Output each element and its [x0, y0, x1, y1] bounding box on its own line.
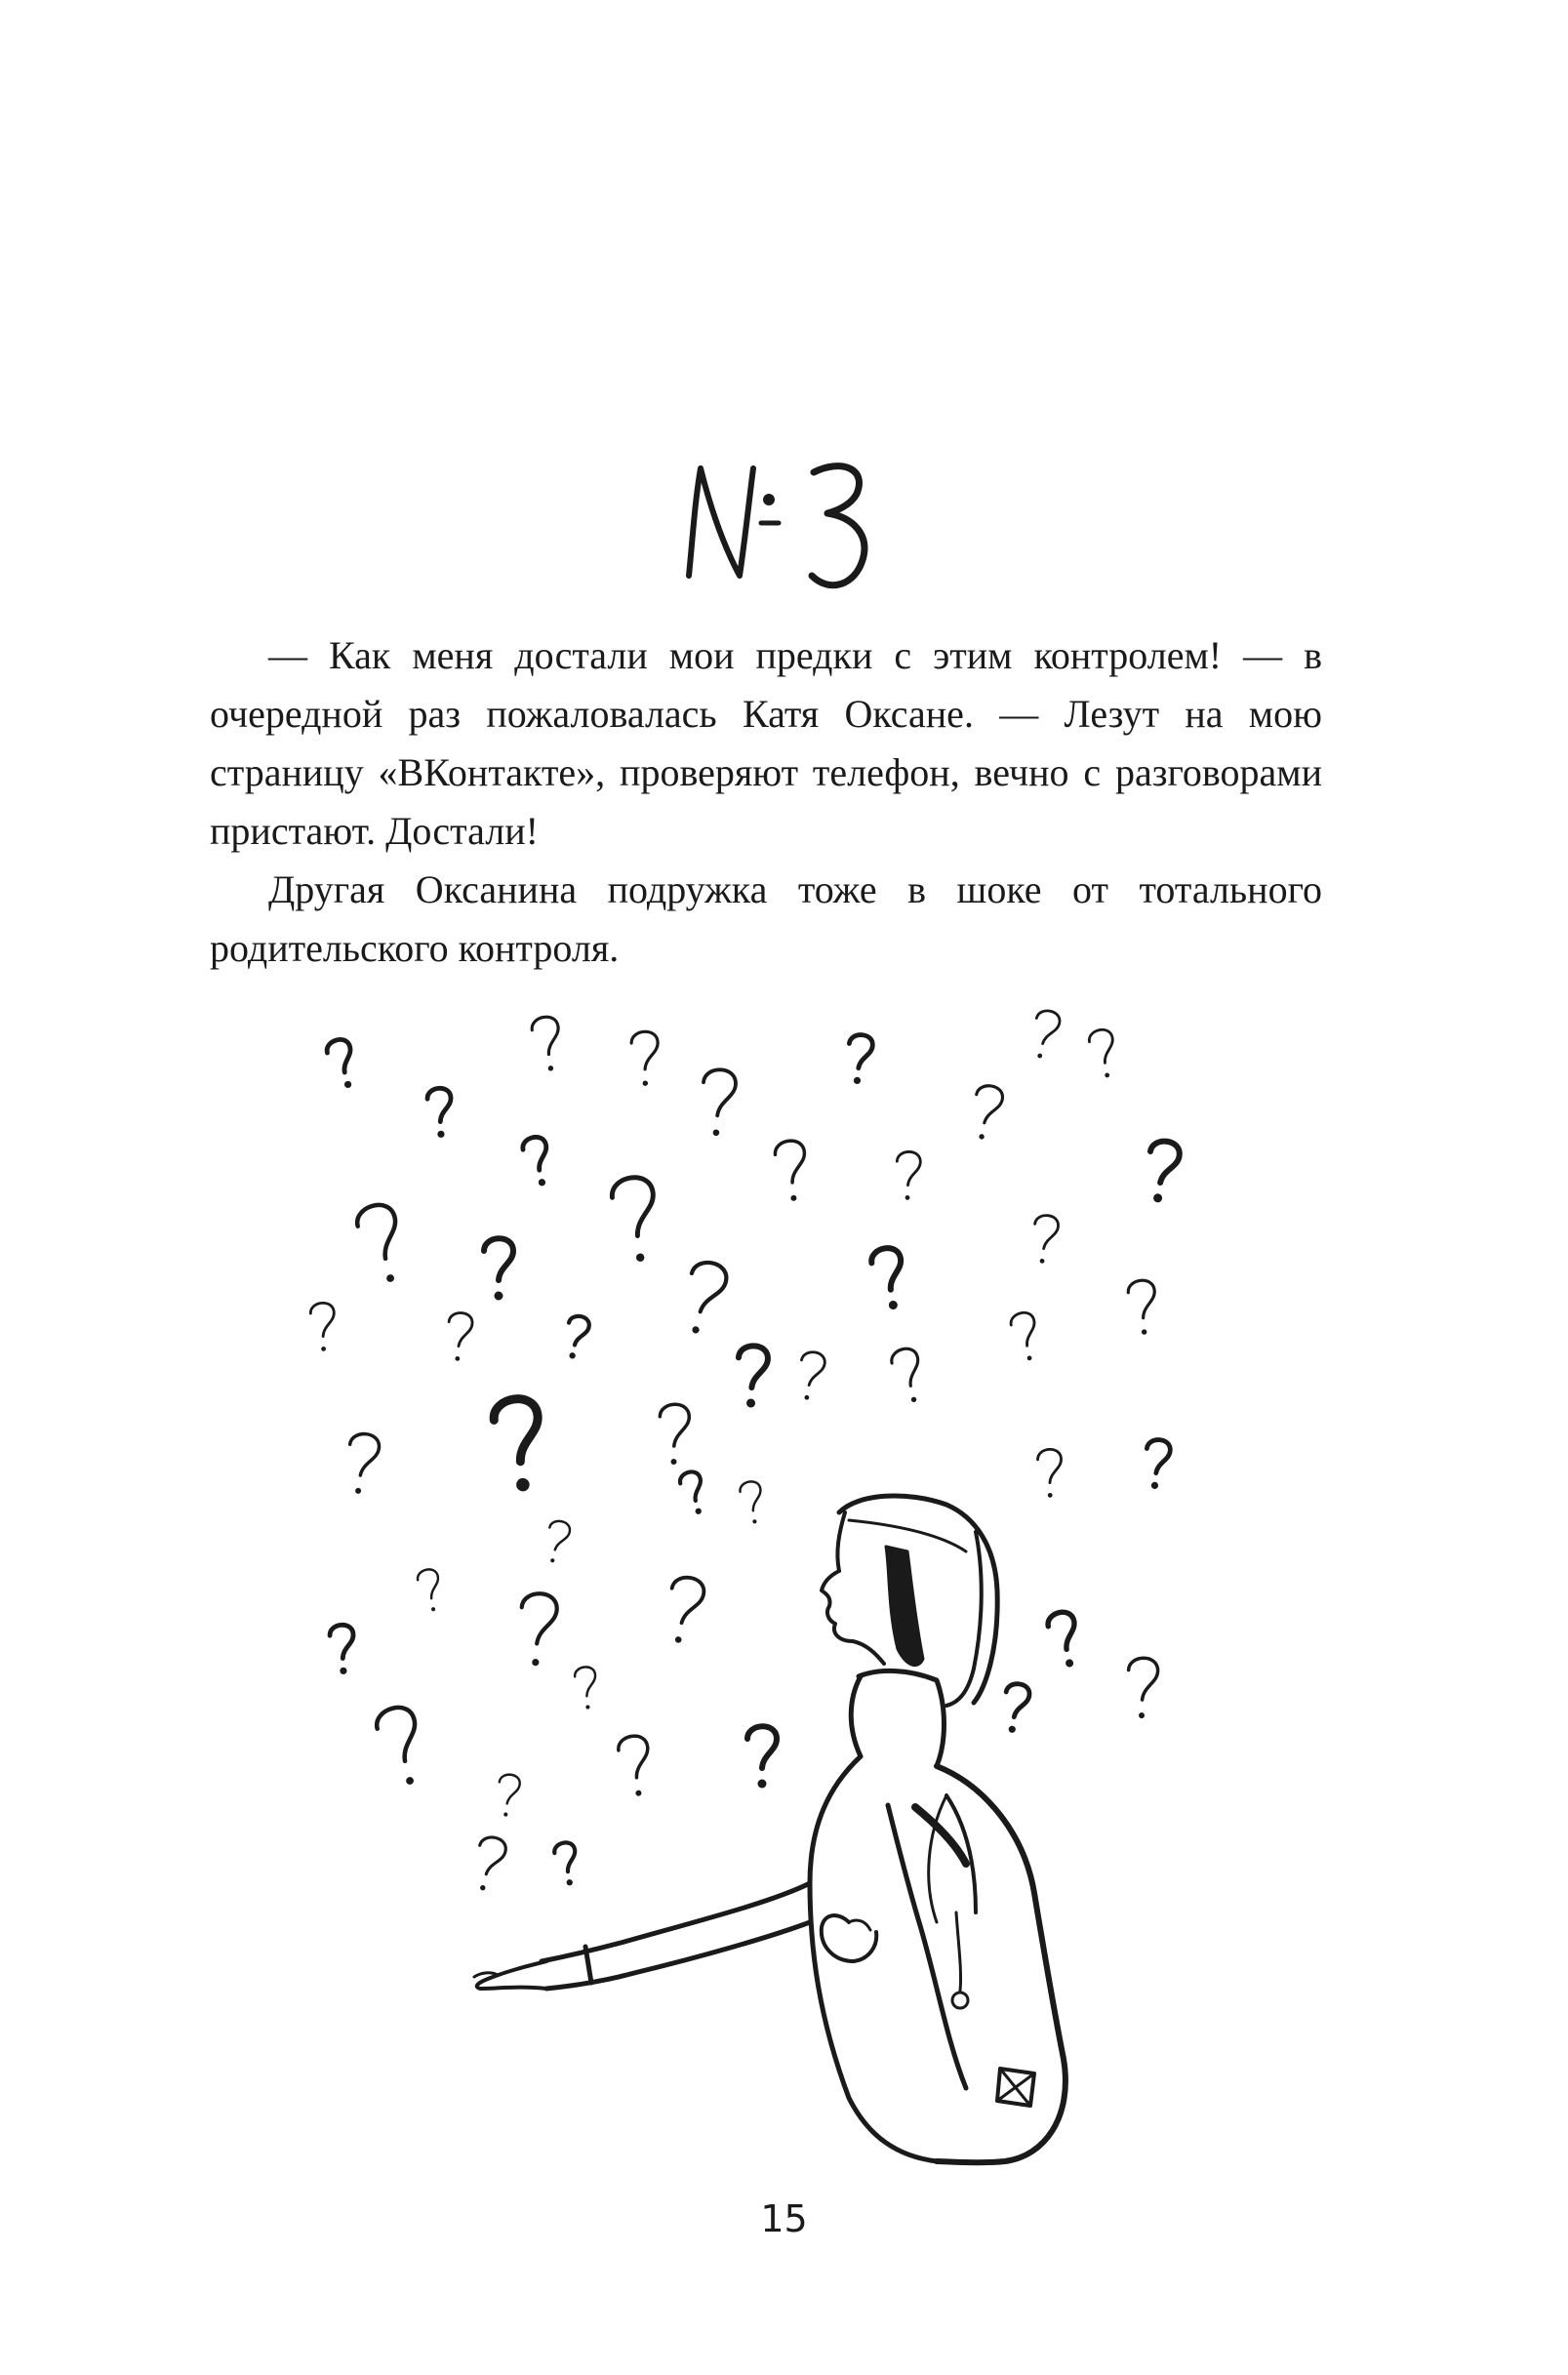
question-mark-icon — [736, 1346, 768, 1409]
question-mark-icon — [774, 1140, 808, 1202]
question-mark-icon — [795, 1350, 826, 1402]
question-mark-icon — [325, 1037, 360, 1091]
question-mark-icon — [521, 1135, 554, 1188]
question-mark-icon — [1030, 1214, 1060, 1265]
question-mark-icon — [543, 1519, 572, 1565]
question-mark-icon — [1028, 1009, 1062, 1062]
question-mark-icon — [968, 1083, 1004, 1142]
question-mark-icon — [747, 1726, 777, 1788]
question-mark-icon — [310, 1303, 336, 1351]
question-mark-icon — [1000, 1682, 1031, 1735]
chapter-heading — [0, 429, 1568, 605]
question-mark-icon — [700, 1068, 737, 1137]
page-number: 15 — [760, 2197, 808, 2240]
paragraph: Другая Оксанина подружка тоже в шоке от тотального родительского контроля. — [210, 867, 1322, 970]
question-mark-icon — [518, 1592, 558, 1667]
question-mark-icon — [531, 1016, 564, 1073]
question-mark-icon — [374, 1704, 429, 1789]
question-mark-icon — [678, 1259, 730, 1338]
question-mark-icon — [1143, 1139, 1182, 1204]
question-mark-icon — [354, 1201, 410, 1286]
question-mark-icon — [1046, 1610, 1083, 1670]
question-mark-icon — [1143, 1438, 1171, 1490]
question-mark-icon — [562, 1314, 591, 1361]
question-mark-icon — [427, 1088, 454, 1139]
question-marks-cloud — [310, 1009, 1182, 1894]
question-mark-icon — [484, 1238, 513, 1300]
question-mark-icon — [896, 1151, 921, 1200]
question-mark-icon — [678, 1469, 709, 1516]
girl-with-question-marks-illustration — [263, 986, 1259, 2176]
question-mark-icon — [492, 1397, 545, 1494]
question-mark-icon — [1009, 1310, 1041, 1362]
question-mark-icon — [662, 1575, 705, 1646]
question-mark-icon — [1127, 1658, 1158, 1719]
illustration-canvas — [263, 986, 1259, 2176]
question-mark-icon — [617, 1735, 653, 1798]
chapter-number-lettering — [667, 429, 902, 605]
question-mark-icon — [739, 1480, 765, 1525]
chapter-body-text — [210, 626, 1322, 978]
question-mark-icon — [446, 1312, 473, 1362]
question-mark-icon — [1127, 1279, 1157, 1335]
question-mark-icon — [417, 1568, 444, 1613]
paragraph: — Как меня достали мои предки с этим контролем! — в очередной раз пожаловалась Катя Оксане. — Лезут на мою страницу «ВКонтакте», проверяют телефон, вечно с разговорами пристают. Достали! — [210, 633, 1322, 853]
question-mark-icon — [1088, 1028, 1119, 1080]
question-mark-icon — [343, 1432, 381, 1496]
question-mark-icon — [889, 1347, 927, 1405]
question-mark-icon — [845, 1033, 873, 1085]
question-mark-icon — [1037, 1449, 1062, 1498]
question-mark-icon — [631, 1031, 659, 1086]
question-mark-icon — [469, 1834, 508, 1893]
question-mark-icon — [610, 1176, 661, 1265]
girl-figure — [474, 1496, 1065, 2162]
question-mark-icon — [659, 1404, 689, 1465]
question-mark-icon — [496, 1773, 521, 1817]
question-mark-icon — [330, 1625, 356, 1675]
question-mark-icon — [574, 1667, 598, 1711]
question-mark-icon — [553, 1841, 581, 1887]
question-mark-icon — [869, 1246, 908, 1311]
